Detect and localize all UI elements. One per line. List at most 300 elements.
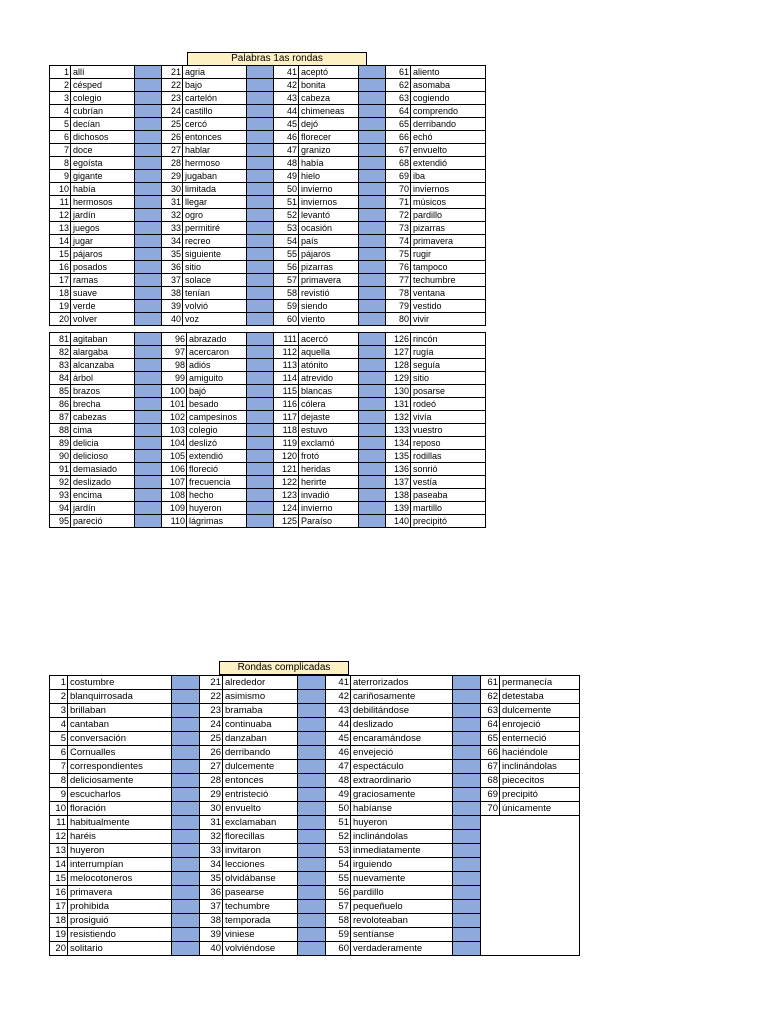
blank-cell [172,760,200,774]
blank-cell [247,411,274,424]
word-cell: doce [71,144,135,157]
word-cell: jardín [71,209,135,222]
word-number: 40 [200,942,223,956]
word-cell: posados [71,261,135,274]
word-cell: voz [183,313,247,326]
word-cell: césped [71,79,135,92]
word-number: 48 [326,774,351,788]
blank-cell [298,816,326,830]
word-cell: había [71,183,135,196]
word-cell: escucharlos [68,788,172,802]
blank-cell [172,816,200,830]
word-number: 30 [162,183,183,196]
blank-cell [135,411,162,424]
word-number: 6 [50,131,71,144]
word-cell: jugar [71,235,135,248]
word-cell: recreo [183,235,247,248]
word-cell: blanquirrosada [68,690,172,704]
word-cell: habíanse [351,802,453,816]
table-row [50,79,486,92]
word-cell: permanecía [500,676,580,690]
word-cell: levantó [299,209,359,222]
word-cell: agria [183,66,247,79]
word-number: 43 [326,704,351,718]
word-cell: siguiente [183,248,247,261]
word-cell: alrededor [223,676,298,690]
word-number: 67 [481,760,500,774]
word-cell: egoísta [71,157,135,170]
blank-cell [359,92,386,105]
word-number: 93 [50,489,71,502]
table-row [50,235,486,248]
word-cell: Paraíso [299,515,359,528]
word-number: 14 [50,235,71,248]
table-row [50,300,486,313]
word-number: 128 [386,359,411,372]
word-number: 77 [386,274,411,287]
blank-cell [247,274,274,287]
table-row [50,118,486,131]
word-number: 47 [326,760,351,774]
word-cell: sentíanse [351,928,453,942]
words-table-second-rounds [49,332,486,528]
word-cell: dulcemente [500,704,580,718]
word-cell: sitio [411,372,486,385]
word-cell: cantaban [68,718,172,732]
blank-cell [247,476,274,489]
word-number: 57 [274,274,299,287]
word-cell: sitio [183,261,247,274]
blank-cell [172,676,200,690]
word-number: 3 [50,92,71,105]
word-cell: extraordinario [351,774,453,788]
word-number: 59 [274,300,299,313]
word-number: 7 [50,144,71,157]
word-number: 138 [386,489,411,502]
word-cell: exclamó [299,437,359,450]
table-row [50,515,486,528]
word-number: 3 [50,704,68,718]
blank-cell [298,774,326,788]
word-number: 68 [481,774,500,788]
table-row [50,816,580,830]
word-cell: floreció [187,463,247,476]
word-number: 124 [274,502,299,515]
word-cell: entristeció [223,788,298,802]
table-row [50,690,580,704]
blank-cell [135,398,162,411]
word-number: 49 [326,788,351,802]
word-number: 53 [326,844,351,858]
word-cell: correspondientes [68,760,172,774]
word-cell: rugir [411,248,486,261]
word-number: 27 [162,144,183,157]
blank-cell [172,886,200,900]
word-cell: delicioso [71,450,135,463]
blank-cell [135,372,162,385]
word-cell: invitaron [223,844,298,858]
word-number: 20 [50,313,71,326]
word-number: 42 [326,690,351,704]
word-cell: vuestro [411,424,486,437]
blank-cell [359,157,386,170]
word-number: 120 [274,450,299,463]
word-cell: acercaron [187,346,247,359]
blank-cell [172,942,200,956]
word-cell: huyeron [68,844,172,858]
word-cell: pizarras [411,222,486,235]
word-number: 106 [162,463,187,476]
word-number: 83 [50,359,71,372]
word-number: 40 [162,313,183,326]
table-row [50,170,486,183]
blank-cell [135,515,162,528]
blank-cell [247,105,274,118]
word-number: 51 [274,196,299,209]
blank-cell [247,372,274,385]
blank-cell [359,463,386,476]
word-number: 26 [162,131,183,144]
word-number: 131 [386,398,411,411]
blank-cell [247,170,274,183]
word-cell: revoloteaban [351,914,453,928]
table-row [50,209,486,222]
word-cell: dejó [299,118,359,131]
word-number: 84 [50,372,71,385]
word-cell: jugaban [183,170,247,183]
table-row [50,830,580,844]
word-number: 113 [274,359,299,372]
word-number: 24 [162,105,183,118]
word-cell: viento [299,313,359,326]
blank-cell [247,424,274,437]
word-number: 41 [326,676,351,690]
table-row [50,144,486,157]
word-number: 82 [50,346,71,359]
word-cell: granizo [299,144,359,157]
word-number: 53 [274,222,299,235]
word-number: 69 [481,788,500,802]
word-number: 37 [200,900,223,914]
blank-cell [135,385,162,398]
blank-cell [135,437,162,450]
table-row [50,463,486,476]
word-cell: ventana [411,287,486,300]
word-cell: graciosamente [351,788,453,802]
word-cell: pizarras [299,261,359,274]
word-cell: olvidábanse [223,872,298,886]
word-number: 30 [200,802,223,816]
blank-cell [298,900,326,914]
blank-cell [453,718,481,732]
word-number: 26 [200,746,223,760]
word-cell: alargaba [71,346,135,359]
blank-cell [359,196,386,209]
blank-cell [135,105,162,118]
word-cell: solace [183,274,247,287]
word-number: 100 [162,385,187,398]
blank-cell [172,928,200,942]
word-number: 42 [274,79,299,92]
word-cell: aceptó [299,66,359,79]
word-number: 29 [200,788,223,802]
word-cell: cabeza [299,92,359,105]
word-cell: floración [68,802,172,816]
word-number: 61 [481,676,500,690]
word-cell: siendo [299,300,359,313]
blank-cell [135,118,162,131]
word-cell: conversación [68,732,172,746]
word-cell: gigante [71,170,135,183]
word-number: 56 [326,886,351,900]
word-cell: encaramándose [351,732,453,746]
table-row [50,157,486,170]
word-cell: pequeñuelo [351,900,453,914]
word-cell: nuevamente [351,872,453,886]
word-cell: vestía [411,476,486,489]
word-cell: hermosos [71,196,135,209]
word-cell: iba [411,170,486,183]
word-number: 24 [200,718,223,732]
blank-cell [172,858,200,872]
word-number: 28 [200,774,223,788]
word-number: 103 [162,424,187,437]
word-cell: invierno [299,502,359,515]
word-cell: allí [71,66,135,79]
word-number: 78 [386,287,411,300]
blank-cell [247,144,274,157]
word-number: 62 [386,79,411,92]
word-cell: enterneció [500,732,580,746]
table-row [50,372,486,385]
word-number: 60 [326,942,351,956]
word-number: 10 [50,183,71,196]
blank-cell [247,463,274,476]
word-cell: inclinándolas [351,830,453,844]
blank-cell [247,131,274,144]
word-cell: herirte [299,476,359,489]
blank-cell [298,718,326,732]
blank-cell [172,914,200,928]
word-number: 90 [50,450,71,463]
blank-cell [135,502,162,515]
word-cell: paseaba [411,489,486,502]
word-number: 20 [50,942,68,956]
word-cell: huyeron [351,816,453,830]
blank-cell [135,313,162,326]
blank-cell [359,346,386,359]
word-cell: debilitándose [351,704,453,718]
blank-cell [135,196,162,209]
blank-cell [359,144,386,157]
blank-cell [298,732,326,746]
blank-cell [359,450,386,463]
blank-cell [359,183,386,196]
word-cell: campesinos [187,411,247,424]
word-number: 19 [50,928,68,942]
word-number: 38 [162,287,183,300]
word-number: 118 [274,424,299,437]
word-number: 12 [50,830,68,844]
blank-cell [247,248,274,261]
word-number: 101 [162,398,187,411]
word-number: 63 [481,704,500,718]
word-number: 13 [50,844,68,858]
word-cell: invadió [299,489,359,502]
word-cell: invierno [299,183,359,196]
blank-cell [172,732,200,746]
blank-cell [298,690,326,704]
blank-cell [247,385,274,398]
word-cell: techumbre [223,900,298,914]
word-cell: dichosos [71,131,135,144]
word-number: 62 [481,690,500,704]
blank-cell [453,858,481,872]
word-cell: solitario [68,942,172,956]
word-cell: inviernos [411,183,486,196]
table-row [50,450,486,463]
blank-cell [135,489,162,502]
table-row [50,732,580,746]
word-number: 73 [386,222,411,235]
word-cell: martillo [411,502,486,515]
word-cell: suave [71,287,135,300]
word-cell: aterrorizados [351,676,453,690]
word-number: 16 [50,886,68,900]
word-cell: echó [411,131,486,144]
word-cell: árbol [71,372,135,385]
word-number: 16 [50,261,71,274]
word-cell: tampoco [411,261,486,274]
word-cell: aliento [411,66,486,79]
word-number: 55 [326,872,351,886]
word-cell: inviernos [299,196,359,209]
word-number: 5 [50,118,71,131]
word-cell: inclinándolas [500,760,580,774]
word-cell: rugía [411,346,486,359]
blank-cell [135,79,162,92]
word-number: 81 [50,333,71,346]
word-number: 22 [200,690,223,704]
word-cell: prohibida [68,900,172,914]
blank-cell [247,450,274,463]
word-number: 1 [50,676,68,690]
word-number: 54 [274,235,299,248]
word-cell: florecillas [223,830,298,844]
word-number: 1 [50,66,71,79]
word-number: 9 [50,170,71,183]
word-cell: precipitó [500,788,580,802]
word-cell: hablar [183,144,247,157]
blank-cell [172,900,200,914]
word-number: 15 [50,248,71,261]
table-row [50,914,580,928]
blank-cell [359,131,386,144]
blank-cell [359,489,386,502]
word-number: 2 [50,690,68,704]
word-number: 27 [200,760,223,774]
blank-cell [135,463,162,476]
word-number: 4 [50,105,71,118]
word-cell: costumbre [68,676,172,690]
blank-cell [247,261,274,274]
table-row [50,424,486,437]
word-number: 6 [50,746,68,760]
word-number: 110 [162,515,187,528]
word-number: 64 [386,105,411,118]
table-row [50,274,486,287]
word-number: 60 [274,313,299,326]
word-number: 32 [162,209,183,222]
word-number: 45 [274,118,299,131]
table-row [50,385,486,398]
word-number: 2 [50,79,71,92]
table-row [50,437,486,450]
word-number: 39 [200,928,223,942]
word-number: 76 [386,261,411,274]
word-cell: brecha [71,398,135,411]
table-row [50,92,486,105]
table-row [50,502,486,515]
word-cell: limitada [183,183,247,196]
word-number: 50 [326,802,351,816]
word-cell: castillo [183,105,247,118]
blank-cell [135,144,162,157]
word-cell: blancas [299,385,359,398]
word-number: 37 [162,274,183,287]
word-number: 137 [386,476,411,489]
words-table-first-rounds [49,65,486,326]
word-cell: enrojeció [500,718,580,732]
word-number: 41 [274,66,299,79]
table-row [50,489,486,502]
word-cell: chimeneas [299,105,359,118]
table-row [50,66,486,79]
word-number: 63 [386,92,411,105]
word-cell: deslizó [187,437,247,450]
word-cell: vivir [411,313,486,326]
word-number: 34 [200,858,223,872]
word-number: 99 [162,372,187,385]
word-number: 64 [481,718,500,732]
word-cell: hecho [187,489,247,502]
word-cell: revistió [299,287,359,300]
word-cell: cima [71,424,135,437]
blank-cell [247,79,274,92]
word-cell: agitaban [71,333,135,346]
blank-cell [135,287,162,300]
word-number: 11 [50,816,68,830]
word-number: 9 [50,788,68,802]
blank-cell [453,774,481,788]
word-number: 5 [50,732,68,746]
word-cell: deslizado [351,718,453,732]
blank-cell [359,313,386,326]
word-cell: exclamaban [223,816,298,830]
word-cell: ocasión [299,222,359,235]
table-row [50,900,580,914]
table-row [50,844,580,858]
word-cell: volviéndose [223,942,298,956]
word-number: 135 [386,450,411,463]
word-cell: entonces [183,131,247,144]
table-row [50,313,486,326]
word-number: 21 [162,66,183,79]
blank-cell [359,170,386,183]
blank-cell [359,411,386,424]
word-cell: rodeó [411,398,486,411]
word-number: 48 [274,157,299,170]
